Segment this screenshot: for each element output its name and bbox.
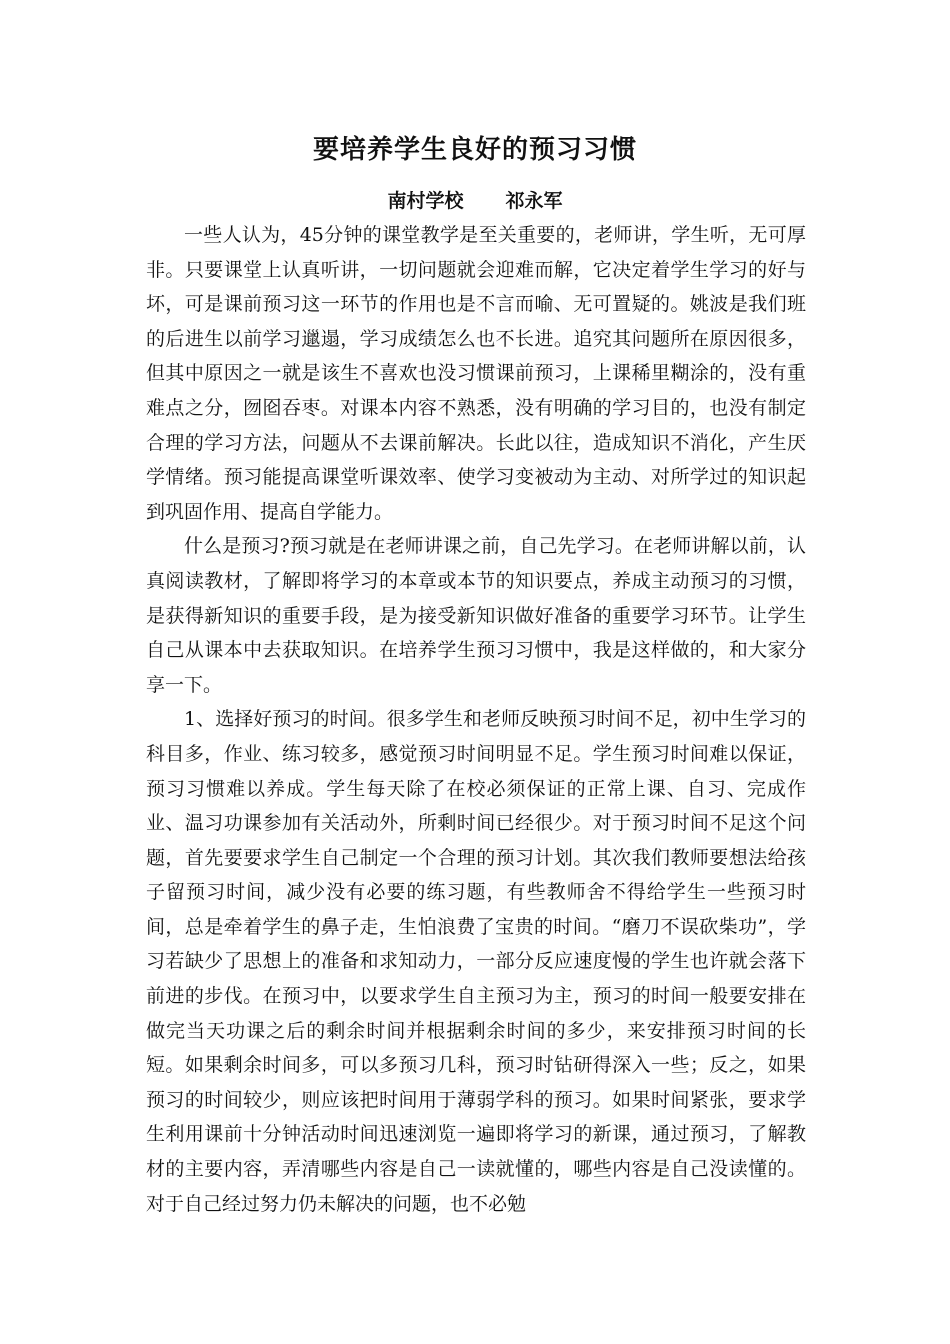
paragraph: 1、选择好预习的时间。很多学生和老师反映预习时间不足，初中生学习的科目多，作业、练习较多，感觉预习时间明显不足。学生预习时间难以保证，预习习惯难以养成。学生每天除了在校必须保证的正常上课、自习、完成作业、温习功课参加有关活动外，所剩时间已经很少。对于预习时间不足这个问题，首先要要求学生自己制定一个合理的预习计划。其次我们教师要想法给孩子留预习时间，减少没有必要的练习题，有些教师舍不得给学生一些预习时间，总是牵着学生的鼻子走，生怕浪费了宝贵的时间。“磨刀不误砍柴功”，学习若缺少了思想上的准备和求知动力，一部分反应速度慢的学生也许就会落下前进的步伐。在预习中，以要求学生自主预习为主，预习的时间一般要安排在做完当天功课之后的剩余时间并根据剩余时间的多少，来安排预习时间的长短。如果剩余时间多，可以多预习几科，预习时钻研得深入一些；反之，如果预习的时间较少，则应该把时间用于薄弱学科的预习。如果时间紧张，要求学生利用课前十分钟活动时间迅速浏览一遍即将学习的新课，通过预习，了解教材的主要内容，弄清哪些内容是自己一读就懂的，哪些内容是自己没读懂的。对于自己经过努力仍未解决的问题，也不必勉 <box>146 708 806 1215</box>
school-name: 南村学校 <box>387 190 464 212</box>
paragraph: 什么是预习?预习就是在老师讲课之前，自己先学习。在老师讲解以前，认真阅读教材，了解即将学习的本章或本节的知识要点，养成主动预习的习惯，是获得新知识的重要手段，是为接受新知识做好准备的重要学习环节。让学生自己从课本中去获取知识。在培养学生预习习惯中，我是这样做的，和大家分享一下。 <box>146 535 806 696</box>
byline <box>0 186 950 216</box>
author-name: 祁永军 <box>505 190 563 212</box>
paragraph: 一些人认为，45分钟的课堂教学是至关重要的，老师讲，学生听，无可厚非。只要课堂上认真听讲，一切问题就会迎难而解，它决定着学生学习的好与坏，可是课前预习这一环节的作用也是不言而喻、无可置疑的。姚波是我们班的后进生以前学习邋遢，学习成绩怎么也不长进。追究其问题所在原因很多，但其中原因之一就是该生不喜欢也没习惯课前预习，上课稀里糊涂的，没有重难点之分，囫囵吞枣。对课本内容不熟悉，没有明确的学习目的，也没有制定合理的学习方法，问题从不去课前解决。长此以往，造成知识不消化，产生厌学情绪。预习能提高课堂听课效率、使学习变被动为主动、对所学过的知识起到巩固作用、提高自学能力。 <box>146 224 806 523</box>
document-title: 要培养学生良好的预习习惯 <box>312 135 637 165</box>
document-body <box>146 218 806 1221</box>
